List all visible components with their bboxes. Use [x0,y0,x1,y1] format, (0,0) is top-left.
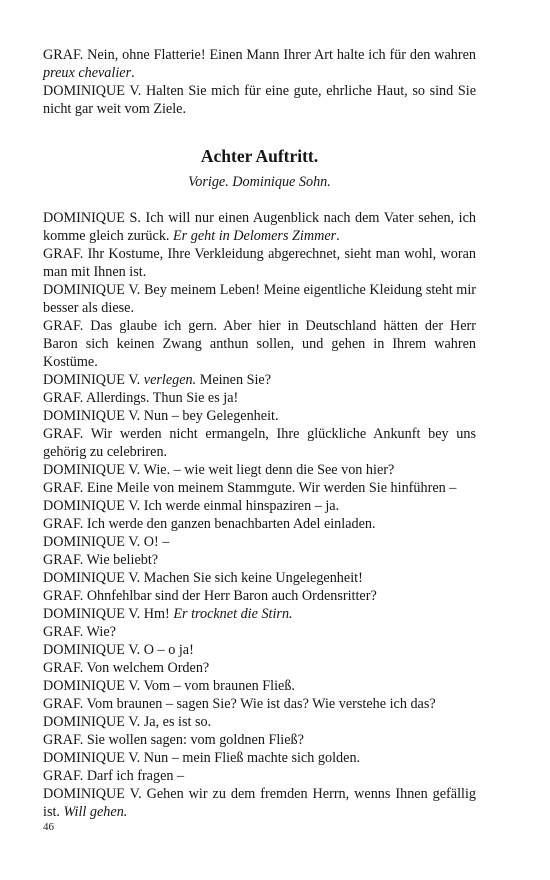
dialogue-line [43,695,476,713]
stage-direction: Er geht in Delomers Zimmer [173,228,337,244]
spoken-text: Ich will nur einen Augenblick nach dem Vater sehen, ich komme gleich zurück. [43,210,477,244]
spoken-text: Nun – mein Fließ machte sich golden. [140,750,361,766]
spoken-text: Wie? [83,624,116,640]
spoken-text: Ohnfehlbar sind der Herr Baron auch Ordensritter? [83,588,377,604]
stage-direction: Er trocknet die Stirn. [173,606,293,622]
dialogue-line [43,371,476,389]
dialogue-line [43,46,476,82]
spoken-text: Wie beliebt? [83,552,159,568]
speaker-name: GRAF. [43,660,84,676]
spoken-text: Sie wollen sagen: vom goldnen Fließ? [83,732,304,748]
speaker-name: DOMINIQUE V. [43,786,142,802]
dialogue-line [43,767,476,785]
speaker-name: DOMINIQUE V. [43,750,141,766]
dialogue-line [43,389,476,407]
speaker-name: DOMINIQUE V. [43,642,141,658]
dialogue-line [43,731,476,749]
spoken-text: Machen Sie sich keine Ungelegenheit! [140,570,363,586]
speaker-name: DOMINIQUE V. [43,282,141,298]
dialogue-line [43,245,476,281]
spoken-text: Meinen Sie? [196,372,272,388]
spoken-text: Wie. – wie weit liegt denn die See von hier? [140,462,395,478]
dialogue-line [43,533,476,551]
speaker-name: DOMINIQUE V. [43,714,141,730]
dialogue-line [43,623,476,641]
spoken-text: Darf ich fragen – [83,768,185,784]
spoken-text: Nun – bey Gelegenheit. [140,408,279,424]
book-page [43,46,476,821]
speaker-name: DOMINIQUE S. [43,210,141,226]
speaker-name: GRAF. [43,732,84,748]
dialogue-line [43,641,476,659]
spoken-text: Ich werde einmal hinspaziren – ja. [140,498,340,514]
spoken-text: Halten Sie mich für eine gute, ehrliche Haut, so sind Sie nicht gar weit vom Ziele. [43,83,476,117]
dialogue-line [43,82,476,118]
spoken-text: Hm! [140,606,174,622]
dialogue-line [43,713,476,731]
spoken-text: . [336,228,340,244]
dialogue-block [43,209,476,821]
speaker-name: DOMINIQUE V. [43,570,141,586]
spoken-text: O – o ja! [140,642,194,658]
dialogue-line [43,515,476,533]
dialogue-line [43,659,476,677]
speaker-name: GRAF. [43,696,84,712]
speaker-name: GRAF. [43,390,84,406]
speaker-name: DOMINIQUE V. [43,498,141,514]
speaker-name: GRAF. [43,516,84,532]
spoken-text: Allerdings. Thun Sie es ja! [83,390,239,406]
speaker-name: GRAF. [43,624,84,640]
stage-direction: preux chevalier [43,65,132,81]
speaker-name: DOMINIQUE V. [43,462,141,478]
dialogue-line [43,677,476,695]
spoken-text: . [131,65,135,81]
dialogue-line [43,497,476,515]
speaker-name: GRAF. [43,318,84,334]
speaker-name: GRAF. [43,552,84,568]
dialogue-line [43,425,476,461]
scene-cast: Vorige. Dominique Sohn. [188,174,331,190]
dialogue-line [43,569,476,587]
dialogue-line [43,479,476,497]
dialogue-line [43,587,476,605]
spoken-text: Gehen wir zu dem fremden Herrn, wenns Ihnen gefällig ist. [43,786,477,820]
spoken-text: Wir werden nicht ermangeln, Ihre glückliche Ankunft bey uns gehörig zu celebriren. [43,426,476,460]
speaker-name: GRAF. [43,246,84,262]
spoken-text: Nein, ohne Flatterie! Einen Mann Ihrer Art halte ich für den wahren [83,47,476,63]
speaker-name: DOMINIQUE V. [43,83,142,99]
scene-heading: Achter Auftritt. [200,146,319,166]
page-number: 46 [43,821,54,833]
dialogue-line [43,749,476,767]
speaker-name: DOMINIQUE V. [43,372,141,388]
stage-direction: Will gehen. [63,804,128,820]
spoken-text: Vom braunen – sagen Sie? Wie ist das? Wie verstehe ich das? [83,696,436,712]
speaker-name: GRAF. [43,426,84,442]
spoken-text: Das glaube ich gern. Aber hier in Deutschland hätten der Herr Baron sich keinen Zwang anthun sollen, und gehen in Ihrem wahren Kostüme. [43,318,476,370]
spoken-text: O! – [140,534,170,550]
speaker-name: GRAF. [43,480,84,496]
dialogue-line [43,407,476,425]
spoken-text: Bey meinem Leben! Meine eigentliche Kleidung steht mir besser als diese. [43,282,476,316]
speaker-name: GRAF. [43,588,84,604]
dialogue-line [43,785,476,821]
spoken-text: Vom – vom braunen Fließ. [140,678,295,694]
speaker-name: DOMINIQUE V. [43,606,141,622]
speaker-name: DOMINIQUE V. [43,408,141,424]
dialogue-line [43,461,476,479]
spoken-text: Von welchem Orden? [83,660,210,676]
stage-direction: verlegen. [143,372,197,388]
dialogue-line [43,317,476,371]
dialogue-block-top [43,46,476,118]
dialogue-line [43,605,476,623]
speaker-name: DOMINIQUE V. [43,534,141,550]
dialogue-line [43,551,476,569]
spoken-text: Ich werde den ganzen benachbarten Adel einladen. [83,516,376,532]
speaker-name: GRAF. [43,768,84,784]
dialogue-line [43,209,476,245]
spoken-text: Eine Meile von meinem Stammgute. Wir werden Sie hinführen – [83,480,457,496]
speaker-name: GRAF. [43,47,84,63]
dialogue-line [43,281,476,317]
spoken-text: Ja, es ist so. [140,714,212,730]
speaker-name: DOMINIQUE V. [43,678,141,694]
spoken-text: Ihr Kostume, Ihre Verkleidung abgerechnet, sieht man wohl, woran man mit Ihnen ist. [43,246,476,280]
